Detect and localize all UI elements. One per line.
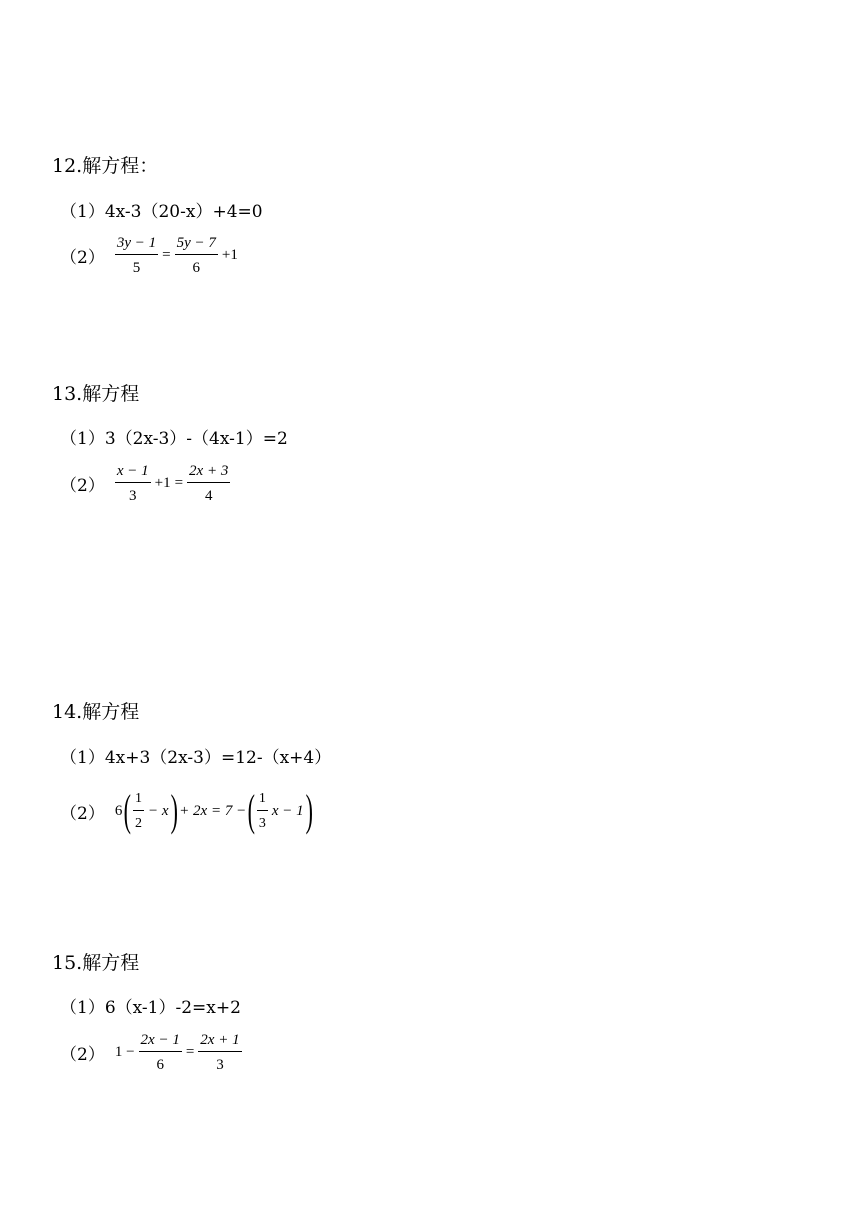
numerator: 1 (133, 790, 144, 811)
problem-13-title: 13.解方程 (52, 383, 140, 405)
denominator: 6 (192, 260, 200, 276)
problem-15-part-1: （1）6（x-1）-2=x+2 (60, 998, 241, 1018)
numerator: 2x + 1 (198, 1031, 241, 1052)
denominator: 5 (132, 260, 141, 276)
problem-12-part-2 (60, 234, 240, 277)
plus-term: +1 (154, 475, 171, 491)
problem-14-part-1: （1）4x+3（2x-3）=12-（x+4） (60, 748, 332, 768)
right-paren: ) (305, 786, 313, 835)
problem-14-part-2 (60, 786, 313, 835)
middle-terms: + 2x = 7 − (179, 802, 247, 819)
denominator: 3 (128, 488, 137, 504)
problem-13-part-1: （1）3（2x-3）-（4x-1）=2 (60, 429, 288, 449)
problem-15-title: 15.解方程 (52, 952, 140, 974)
left-paren: ( (247, 786, 256, 835)
numerator: 3y − 1 (115, 234, 158, 255)
fraction (133, 790, 144, 833)
part-index: （2） (60, 1045, 105, 1065)
part-index: （2） (60, 248, 105, 268)
fraction (115, 462, 151, 505)
equation (113, 462, 233, 505)
left-paren: ( (123, 786, 132, 835)
fraction (139, 1031, 182, 1074)
denominator: 6 (156, 1057, 164, 1073)
numerator: x − 1 (115, 462, 151, 483)
equals-sign: = (162, 247, 171, 263)
equals-sign: = (185, 1044, 195, 1060)
equation (113, 234, 240, 277)
coefficient: 6 (114, 802, 123, 819)
problem-14-title: 14.解方程 (52, 701, 140, 723)
plus-term: +1 (221, 247, 238, 263)
inner-term: x − 1 (271, 802, 304, 819)
denominator: 4 (204, 488, 213, 504)
fraction (257, 790, 268, 833)
problem-12-title: 12.解方程： (52, 155, 159, 177)
right-paren: ) (170, 786, 178, 835)
problem-13-part-2 (60, 462, 232, 505)
problem-12-part-1: （1）4x-3（20-x）+4=0 (60, 202, 263, 222)
part-index: （2） (60, 476, 105, 496)
numerator: 2x − 1 (139, 1031, 182, 1052)
numerator: 1 (257, 790, 268, 811)
problem-15-part-2 (60, 1031, 244, 1074)
equation (113, 786, 313, 835)
fraction (198, 1031, 241, 1074)
equation (113, 1031, 244, 1074)
denominator: 3 (258, 815, 266, 831)
numerator: 2x + 3 (187, 462, 230, 483)
part-index: （2） (60, 803, 105, 824)
denominator: 3 (216, 1057, 224, 1073)
lead-term: 1 − (114, 1044, 135, 1060)
fraction (187, 462, 230, 505)
inner-term: − x (147, 802, 169, 819)
numerator: 5y − 7 (175, 234, 218, 255)
denominator: 2 (134, 815, 142, 831)
fraction (115, 234, 158, 277)
fraction (175, 234, 218, 277)
equals-sign: = (174, 475, 184, 491)
